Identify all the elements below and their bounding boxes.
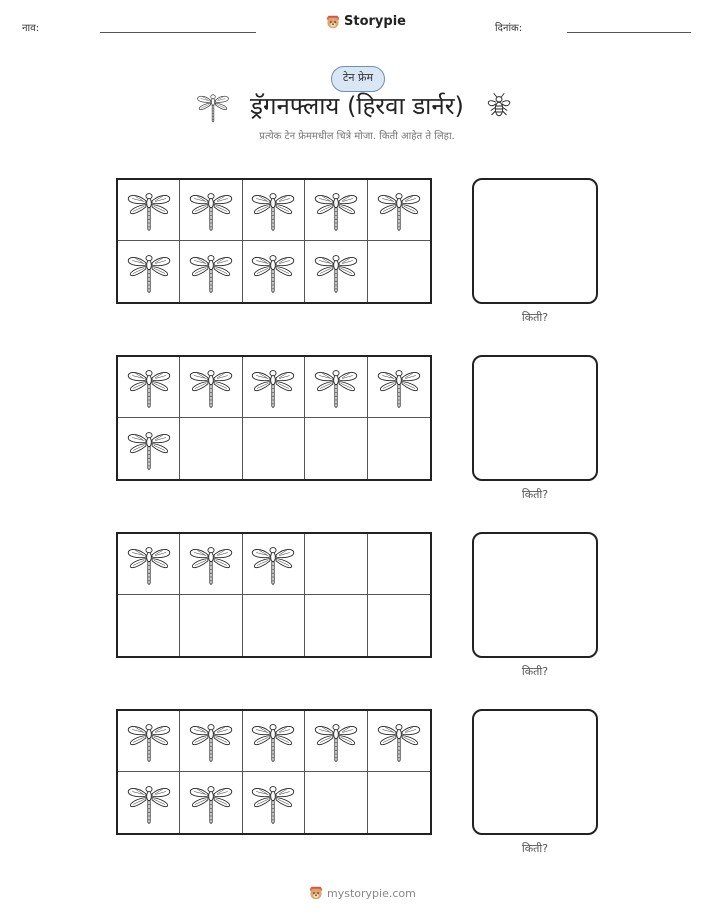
ten-frame-cell	[243, 418, 305, 479]
ten-frame-cell	[368, 418, 430, 479]
dragonfly-icon	[126, 780, 172, 826]
dragonfly-icon	[250, 780, 296, 826]
dragonfly-icon	[250, 541, 296, 587]
dragonfly-icon	[376, 718, 422, 764]
ten-frame-cell	[305, 418, 367, 479]
dragonfly-icon	[126, 364, 172, 410]
dragonfly-icon	[313, 718, 359, 764]
name-line[interactable]	[100, 32, 256, 33]
ten-frame-cell	[368, 357, 430, 418]
ten-frame-cell	[305, 711, 367, 772]
dragonfly-icon	[188, 187, 234, 233]
date-line[interactable]	[567, 32, 691, 33]
how-many-label: किती?	[521, 665, 549, 678]
ten-frame-cell	[243, 534, 305, 595]
ten-frame-cell	[305, 595, 367, 656]
ten-frame-cell	[243, 241, 305, 302]
answer-box[interactable]	[472, 355, 598, 481]
ten-frame-cell	[305, 534, 367, 595]
ten-frame-cell	[368, 711, 430, 772]
how-many-label: किती?	[521, 842, 549, 855]
footer	[309, 886, 416, 900]
date-label: दिनांक:	[495, 23, 523, 34]
ten-frame-cell	[305, 357, 367, 418]
how-many-label: किती?	[521, 488, 549, 501]
dragonfly-icon	[250, 187, 296, 233]
ten-frame-cell	[368, 534, 430, 595]
dragonfly-icon	[126, 541, 172, 587]
ten-frame-cell	[180, 357, 242, 418]
dragonfly-icon	[126, 187, 172, 233]
ten-frame-cell	[305, 241, 367, 302]
ten-frame-cell	[243, 595, 305, 656]
ten-frame-cell	[118, 711, 180, 772]
ten-frame-cell	[368, 241, 430, 302]
ten-frame-cell	[368, 595, 430, 656]
ten-frame-cell	[180, 772, 242, 833]
answer-box[interactable]	[472, 709, 598, 835]
ten-frame-cell	[118, 534, 180, 595]
ten-frame	[116, 532, 432, 658]
dragonfly-icon	[188, 718, 234, 764]
dragonfly-icon	[313, 364, 359, 410]
dragonfly-icon	[250, 718, 296, 764]
ten-frame-cell	[368, 180, 430, 241]
ten-frame	[116, 178, 432, 304]
answer-box[interactable]	[472, 178, 598, 304]
ten-frame-cell	[180, 180, 242, 241]
ten-frame-cell	[180, 711, 242, 772]
dragonfly-icon	[188, 541, 234, 587]
dragonfly-icon	[188, 364, 234, 410]
ten-frame-cell	[180, 241, 242, 302]
dragonfly-icon	[376, 187, 422, 233]
ten-frame-cell	[118, 357, 180, 418]
bee-icon	[484, 89, 514, 123]
ten-frame-cell	[305, 772, 367, 833]
ten-frame-cell	[118, 180, 180, 241]
bear-icon	[309, 886, 323, 900]
brand-name: Storypie	[344, 14, 406, 29]
ten-frame-cell	[368, 772, 430, 833]
ten-frame-badge: टेन फ्रेम	[331, 66, 385, 92]
answer-box[interactable]	[472, 532, 598, 658]
bear-icon	[326, 15, 340, 29]
ten-frame-cell	[118, 241, 180, 302]
ten-frame-cell	[118, 418, 180, 479]
dragonfly-icon	[188, 780, 234, 826]
page-title: ड्रॅगनफ्लाय (हिरवा डार्नर)	[250, 92, 464, 120]
ten-frame-cell	[243, 180, 305, 241]
dragonfly-icon	[126, 249, 172, 295]
dragonfly-icon	[126, 426, 172, 472]
ten-frame	[116, 709, 432, 835]
dragonfly-icon	[376, 364, 422, 410]
brand-logo	[326, 14, 406, 29]
dragonfly-icon	[188, 249, 234, 295]
dragonfly-icon	[126, 718, 172, 764]
ten-frame-cell	[180, 534, 242, 595]
ten-frame-cell	[243, 357, 305, 418]
ten-frame	[116, 355, 432, 481]
dragonfly-icon	[250, 364, 296, 410]
footer-url[interactable]: mystorypie.com	[327, 886, 416, 900]
dragonfly-icon	[313, 187, 359, 233]
ten-frame-cell	[180, 595, 242, 656]
dragonfly-icon	[313, 249, 359, 295]
name-label: नाव:	[22, 23, 40, 34]
ten-frame-cell	[305, 180, 367, 241]
ten-frame-cell	[243, 711, 305, 772]
ten-frame-cell	[118, 772, 180, 833]
instructions: प्रत्येक टेन फ्रेममधील चित्रे मोजा. किती आहेत ते लिहा.	[259, 131, 455, 142]
ten-frame-cell	[118, 595, 180, 656]
dragonfly-icon	[250, 249, 296, 295]
dragonfly-icon	[196, 90, 230, 124]
ten-frame-cell	[180, 418, 242, 479]
how-many-label: किती?	[521, 311, 549, 324]
ten-frame-cell	[243, 772, 305, 833]
